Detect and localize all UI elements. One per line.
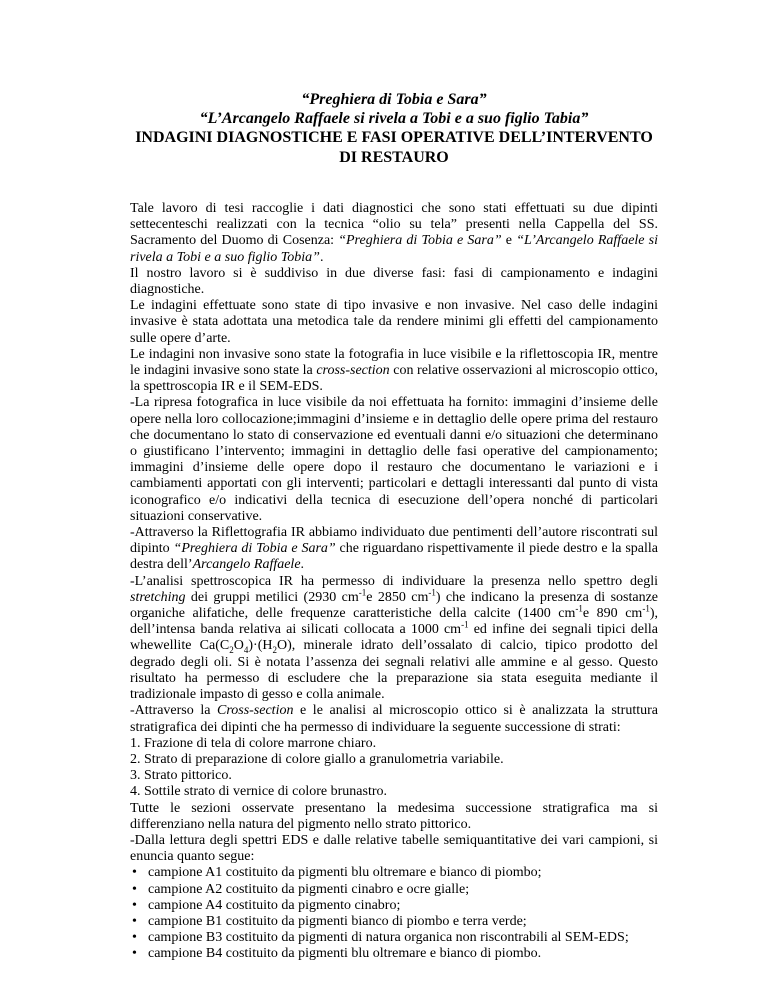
paragraph-investigation-types: Le indagini effettuate sono state di tipo invasive e non invasive. Nel caso delle indagini invasive è stata adottata una metodica tale da rendere minimi gli effetti del campionamento sulle opere d’arte. [130, 298, 658, 346]
list-item [130, 882, 658, 898]
numbered-list [130, 736, 658, 801]
text-run-italic: stretching [130, 589, 186, 605]
bullet-icon: • [132, 865, 137, 881]
text-run: -Attraverso la [130, 703, 217, 719]
bullet-icon: • [132, 913, 137, 929]
text-run: e 890 cm [582, 606, 643, 622]
bullet-icon: • [132, 881, 137, 897]
text-run: dei gruppi metilici (2930 cm [185, 589, 359, 605]
text-run: e le analisi al microscopio ottico si è analizzata la struttura stratigrafica dei dipinti che ha permesso di individuare la seguente successione di strati: [130, 703, 658, 735]
list-item [130, 865, 658, 881]
bullet-icon: • [132, 897, 137, 913]
text-run: che riguardano rispettivamente il piede destro e la spalla destra dell’ [130, 541, 659, 573]
subscript: 2 [272, 645, 277, 656]
text-run-italic: “Preghiera di Tobia e Sara” [338, 233, 502, 249]
text-run: Le indagini non invasive sono state la fotografia in luce visibile e la riflettoscopia IR, mentre le indagini invasive sono state la [130, 346, 658, 379]
text-run-italic: Cross-section [216, 703, 294, 719]
superscript: -1 [461, 619, 469, 630]
list-item: 4. Sottile strato di vernice di colore brunastro. [130, 784, 387, 800]
list-item: 2. Strato di preparazione di colore giallo a granulometria variabile. [130, 751, 504, 767]
bullet-icon: • [132, 930, 137, 946]
text-run: -Attraverso la Riflettografia IR abbiamo individuato due pentimenti dell’autore riscontrati sul dipinto [130, 525, 658, 557]
text-run-italic: cross-section [316, 363, 390, 379]
paragraph-sections: Tutte le sezioni osservate presentano la medesima successione stratigrafica ma si differenziano nella natura del pigmento nello strato pittorico. [130, 800, 658, 832]
list-item: 3. Strato pittorico. [130, 768, 232, 784]
paragraph-photography: -La ripresa fotografica in luce visibile da noi effettuata ha fornito: immagini d’insieme delle opere nella loro collocazione;immagini d’insieme e in dettaglio delle opere prima del restauro che documentano lo stato di conservazione ed eventuali danni e/o situazioni che determinano o giustificano l’intervento; immagini in dettaglio delle fasi operative del campionamento; immagini d’insieme delle opere dopo il restauro che documentano le variazioni e i cambiamenti apportati con gli interventi; particolari e dettagli interessanti dal punto di vista iconografico e/o indicativi della tecnica di esecuzione dell’opera nonché di particolari situazioni conservative. [130, 395, 658, 524]
text-run-italic: “L’Arcangelo Raffaele si rivela a Tobi e a suo figlio Tobia” [130, 233, 659, 265]
text-run: . [300, 557, 305, 573]
list-item [130, 898, 658, 914]
list-item-text: campione A1 costituito da pigmenti blu oltremare e bianco di piombo; [148, 865, 542, 881]
text-run: con relative osservazioni al microscopio ottico, la spettroscopia IR e il SEM-EDS. [130, 363, 658, 395]
text-run: ) che indicano la presenza di sostanze organiche alifatiche, delle frequenze caratteristiche della calcite (1400 cm [130, 589, 658, 622]
text-run: Tale lavoro di tesi raccoglie i dati diagnostici che sono stati effettuati su due dipinti settecenteschi realizzati con la tecnica “olio su tela” presenti nella Cappella del SS. Sacramento del Duomo di Cosenza: [130, 201, 658, 249]
list-item [130, 930, 658, 946]
title-painting-2: “L’Arcangelo Raffaele si rivela a Tobi e a suo figlio Tabia” [199, 110, 589, 127]
paragraph-ir-spectroscopy [130, 574, 658, 704]
document-body [130, 201, 658, 963]
list-item-text: campione A2 costituito da pigmenti cinabro e ocre gialle; [148, 881, 470, 897]
document-page [130, 90, 658, 963]
list-item [130, 946, 658, 962]
paragraph-eds: -Dalla lettura degli spettri EDS e dalle relative tabelle semiquantitative dei vari campioni, si enuncia quanto segue: [130, 832, 658, 865]
list-item-text: campione B4 costituito da pigmenti blu oltremare e bianco di piombo. [148, 946, 542, 962]
text-run: ), dell’intensa banda relativa ai silicati collocata a 1000 cm [130, 606, 658, 638]
paragraph-phases: Il nostro lavoro si è suddiviso in due diverse fasi: fasi di campionamento e indagini diagnostiche. [130, 265, 658, 298]
text-run-italic: “Preghiera di Tobia e Sara” [173, 541, 336, 557]
superscript: -1 [428, 587, 436, 598]
superscript: -1 [575, 603, 583, 614]
list-item [130, 914, 658, 930]
text-run: . [319, 249, 324, 265]
list-item-text: campione A4 costituito da pigmento cinabro; [148, 897, 401, 913]
bullet-list [130, 865, 658, 962]
list-item-text: campione B3 costituito da pigmenti di natura organica non riscontrabili al SEM-EDS; [148, 930, 629, 946]
paragraph-reflectography [130, 525, 658, 574]
paragraph-cross-section [130, 703, 658, 735]
superscript: -1 [358, 587, 367, 598]
text-run: O [233, 638, 244, 654]
text-run-italic: Arcangelo Raffaele [192, 557, 301, 573]
text-run: -L’analisi spettroscopica IR ha permesso di individuare la presenza nello spettro degli [130, 573, 658, 589]
subscript: 2 [229, 645, 234, 656]
text-run: O), minerale idrato dell’ossalato di calcio, tipico prodotto del degrado degli oli. Si è notata l’assenza dei segnali relativi alle ammine e al gesso. Questo risultato ha permesso di escludere che la preparazione sia stata eseguita mediante il tradizionale impasto di gesso e colla animale. [130, 638, 658, 703]
text-run: ed infine dei segnali tipici della whewellite Ca(C [130, 622, 659, 654]
bullet-icon: • [132, 946, 137, 962]
title-painting-1: “Preghiera di Tobia e Sara” [301, 91, 487, 108]
text-run: e 2850 cm [366, 589, 429, 605]
list-item: 1. Frazione di tela di colore marrone chiaro. [130, 735, 377, 751]
main-heading: INDAGINI DIAGNOSTICHE E FASI OPERATIVE DELL’INTERVENTO DI RESTAURO [135, 129, 653, 166]
text-run: e [501, 233, 517, 249]
paragraph-methods [130, 347, 658, 396]
subscript: 4 [243, 645, 249, 656]
list-item-text: campione B1 costituito da pigmenti bianco di piombo e terra verde; [148, 913, 527, 929]
superscript: -1 [642, 603, 650, 614]
title-block [130, 90, 658, 168]
paragraph-intro [130, 201, 658, 266]
text-run: )·(H [248, 638, 273, 654]
